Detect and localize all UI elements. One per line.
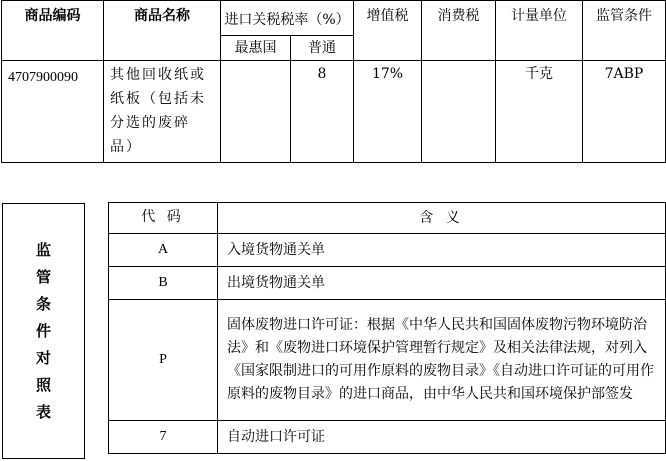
code-a: A [109,234,218,267]
cell-name: 其他回收纸或纸板（包括未分选的废碎品） [104,61,221,163]
header-consumption-tax: 消费税 [422,1,496,61]
codes-header-code: 代 码 [109,203,218,234]
cell-mfn [221,61,291,163]
table-row [109,421,666,454]
code-7: 7 [109,421,218,454]
code-b: B [109,267,218,300]
meaning-p: 固体废物进口许可证：根据《中华人民共和国固体废物污物环境防治法》和《废物进口环境保护管理暂行规定》及相关法律法规，对列入《国家限制进口的可用作原料的废物目录》《自动进口许可证的可用作原料的废物目录》的进口商品，由中华人民共和国环境保护部签发 [218,300,666,421]
code-p: P [109,300,218,421]
header-supervision: 监管条件 [583,1,666,61]
codes-header-meaning: 含 义 [218,203,666,234]
table-row [109,267,666,300]
meaning-7: 自动进口许可证 [218,421,666,454]
header-general: 普通 [291,36,354,61]
header-code: 商品编码 [2,1,104,61]
goods-table [1,0,666,163]
cell-code: 4707900090 [2,61,104,163]
meaning-a: 入境货物通关单 [218,234,666,267]
cell-vat: 17% [354,61,422,163]
header-unit: 计量单位 [496,1,583,61]
header-name: 商品名称 [104,1,221,61]
header-import-tariff: 进口关税税率（%） [221,1,354,36]
cell-supervision: 7ABP [583,61,666,163]
cell-consumption-tax [422,61,496,163]
table-row [109,300,666,421]
legend-title-box [2,203,85,459]
table-row [109,234,666,267]
header-vat: 增值税 [354,1,422,61]
meaning-b: 出境货物通关单 [218,267,666,300]
header-mfn: 最惠国 [221,36,291,61]
legend-title: 监管条件对照表 [35,240,51,421]
codes-table [108,202,666,454]
cell-general: 8 [291,61,354,163]
cell-unit: 千克 [496,61,583,163]
